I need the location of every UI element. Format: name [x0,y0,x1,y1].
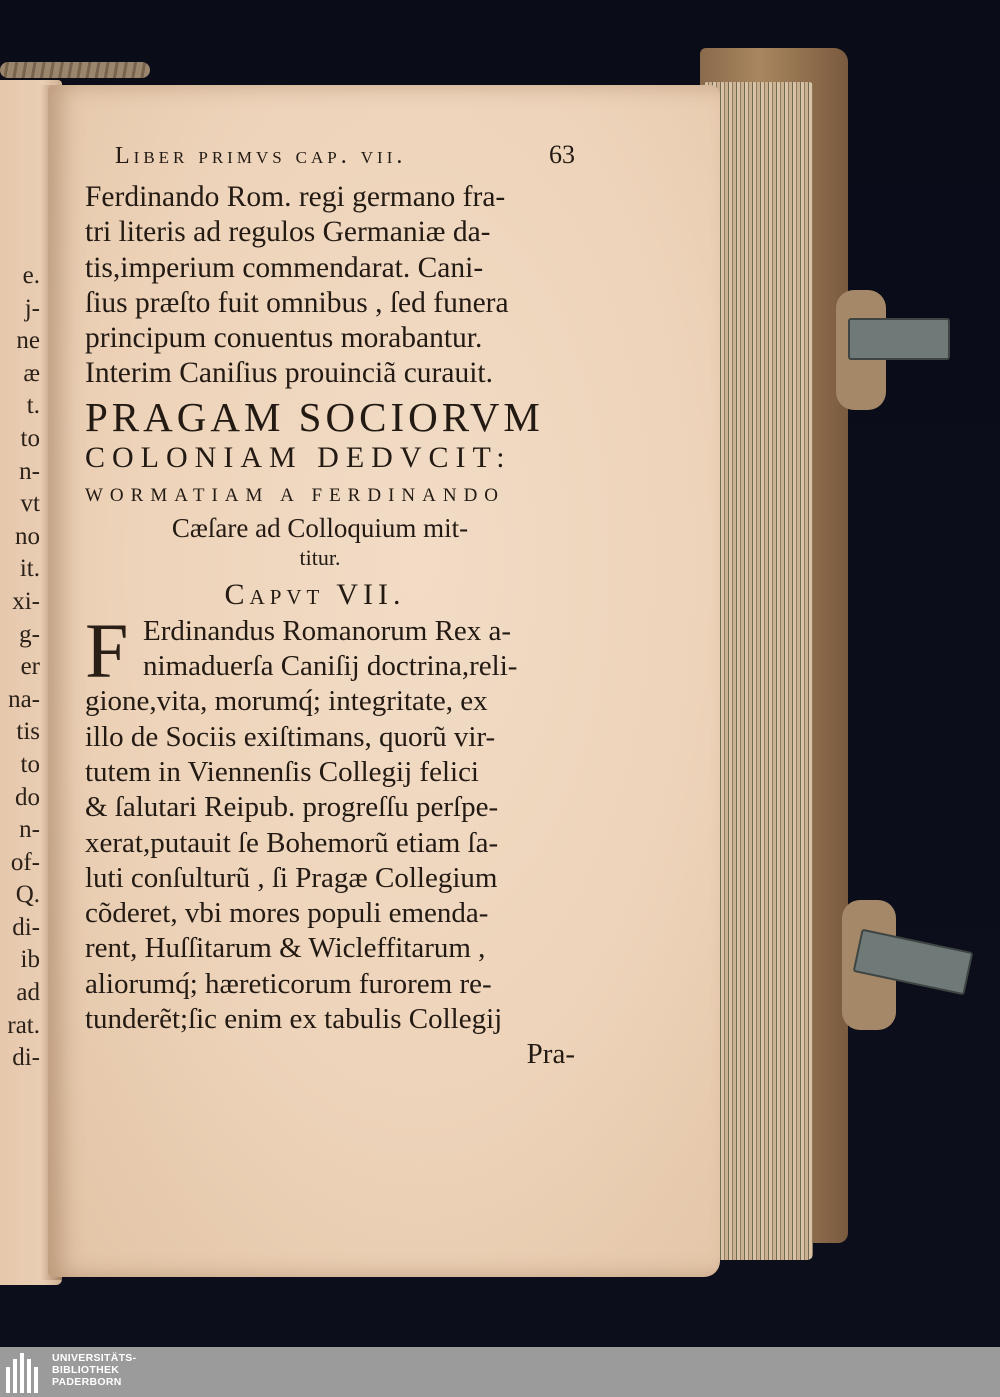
text-line: rent, Huſſitarum & Wicleffitarum , [85,932,486,965]
text-line: tutem in Viennenſis Collegij felici [85,755,479,788]
left-edge-fragment: n- [19,457,40,485]
text-line: gione,vita, morumq́; integritate, ex [85,685,488,718]
left-edge-fragment: g- [19,620,40,648]
text-line: aliorumq́; hæreticorum furorem re- [85,967,492,1000]
logo-line-3: PADERBORN [52,1376,122,1388]
text-line: tri literis ad regulos Germaniæ da- [85,216,491,249]
metal-clasp-top [848,318,950,360]
left-edge-fragment: to [20,750,40,778]
logo-line-1: UNIVERSITÄTS- [52,1352,137,1364]
left-edge-fragment: t. [26,392,40,420]
page-text-block [85,140,575,1072]
left-edge-fragment: er [20,653,40,681]
binding-thread [0,62,150,78]
left-edge-fragment: xi- [12,587,40,615]
chapter-heading-line-3: WORMATIAM A FERDINANDO [85,484,506,506]
chapter-heading-line-4: Cæſare ad Colloquium mit- [171,512,469,543]
left-edge-fragment: j- [24,294,40,322]
left-edge-fragment: ad [16,979,40,1007]
left-edge-fragment: ne [16,327,40,355]
text-line: xerat,putauit ſe Bohemorũ etiam ſa- [85,826,499,859]
chapter-number: Capvt VII. [224,577,406,611]
left-edge-fragment: di- [12,913,40,941]
left-edge-fragment: na- [8,685,40,713]
text-line: Erdinandus Romanorum Rex a- [143,614,512,647]
text-line: illo de Sociis exiſtimans, quorũ vir- [85,720,496,753]
text-line: ſius præſto fuit omnibus , ſed funera [85,286,509,319]
left-edge-fragment: do [15,783,40,811]
left-edge-fragment: it. [19,555,40,583]
text-line: Ferdinando Rom. regi germano fra- [85,181,506,213]
left-edge-fragment: Q. [15,881,40,909]
text-line: tunderẽt;ſic enim ex tabulis Collegij [85,1003,503,1036]
left-edge-fragment: di- [12,1044,40,1072]
chapter-heading-line-5: titur. [299,544,341,570]
left-edge-fragment: æ [23,359,40,387]
left-edge-fragment: to [20,424,40,452]
text-line: nimaduerſa Caniſij doctrina,reli- [143,650,518,683]
library-logo-icon [4,1353,46,1393]
chapter-heading-line-2: COLONIAM DEDVCIT: [85,440,512,474]
left-edge-fragment: tis [16,718,40,746]
library-logo-text [52,1352,136,1388]
right-page [48,85,720,1277]
text-line: luti conſulturũ , ſi Pragæ Collegium [85,861,498,894]
logo-line-2: BIBLIOTHEK [52,1364,120,1376]
text-line: Interim Caniſius prouinciã curauit. [85,357,493,390]
running-head-title: Liber primvs cap. vii. [115,143,407,169]
left-edge-fragment: no [15,522,40,550]
text-line: tis,imperium commendarat. Cani- [85,251,484,284]
left-edge-fragment: n- [19,816,40,844]
running-head [85,140,575,180]
drop-cap: F [85,606,129,694]
catchword: Pra- [526,1038,575,1071]
chapter-heading-line-1: PRAGAM SOCIORVM [85,393,544,440]
left-edge-fragment: rat. [7,1011,40,1039]
page-number: 63 [549,140,575,169]
left-edge-fragment: of- [10,848,40,876]
left-edge-fragment: ib [20,946,40,974]
library-footer-bar [0,1347,1000,1397]
intro-paragraph [85,180,575,392]
left-edge-fragment: vt [20,490,40,518]
text-line: cõderet, vbi mores populi emenda- [85,897,489,930]
page-stack [705,82,813,1260]
left-page-edge-text [0,260,40,1075]
text-line: principum conuentus morabantur. [85,322,483,355]
left-edge-fragment: e. [22,262,40,289]
text-line: & ſalutari Reipub. progreſſu perſpe- [85,791,499,824]
body-paragraph [85,606,575,1038]
